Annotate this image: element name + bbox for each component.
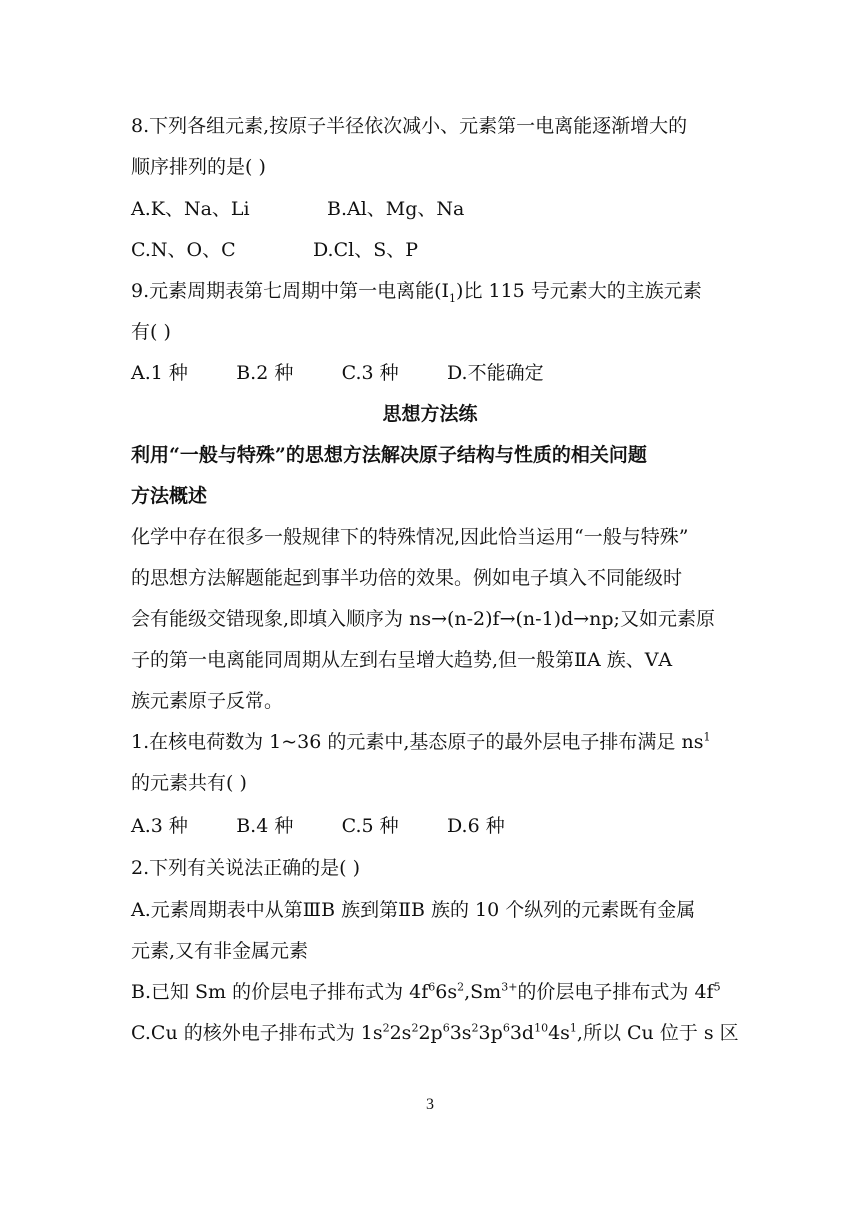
p2-option-a-line1: A.元素周期表中从第ⅢB 族到第ⅡB 族的 10 个纵列的元素既有金属: [131, 899, 696, 921]
p2-option-b: B.已知 Sm 的价层电子排布式为 $4f^66s^2,Sm^{3+}$的价层电子排布式为 $4f^5$: [131, 980, 721, 1003]
q8-option-a: A.K、Na、Li: [131, 198, 250, 220]
method-para-line3: 会有能级交错现象,即填入顺序为 ns→(n-2)f→(n-1)d→np;又如元素原: [131, 608, 715, 630]
section-subtitle: 利用“一般与特殊”的思想方法解决原子结构与性质的相关问题: [131, 444, 647, 466]
page-number: 3: [426, 1096, 434, 1113]
p2-option-a-line2: 元素,又有非金属元素: [131, 940, 309, 962]
method-para-line5: 族元素原子反常。: [131, 690, 284, 712]
q8-option-c: C.N、O、C: [131, 239, 236, 261]
method-para-line4: 子的第一电离能同周期从左到右呈增大趋势,但一般第ⅡA 族、ⅤA: [131, 649, 673, 671]
method-para-line2: 的思想方法解题能起到事半功倍的效果。例如电子填入不同能级时: [131, 567, 683, 589]
method-para-line1: 化学中存在很多一般规律下的特殊情况,因此恰当运用“一般与特殊”: [131, 526, 689, 548]
p1-stem-line1: 1.在核电荷数为 1~36 的元素中,基态原子的最外层电子排布满足 $ns^1$: [131, 730, 711, 753]
method-heading: 方法概述: [131, 485, 208, 507]
p1-options: A.3 种 B.4 种 C.5 种 D.6 种: [131, 815, 505, 837]
q9-options: A.1 种 B.2 种 C.3 种 D.不能确定: [131, 362, 544, 384]
p2-stem: 2.下列有关说法正确的是( ): [131, 857, 360, 879]
q8-stem-line1: 8.下列各组元素,按原子半径依次减小、元素第一电离能逐渐增大的: [131, 115, 688, 137]
q9-stem-line2: 有( ): [131, 321, 171, 343]
q8-option-d: D.Cl、S、P: [313, 239, 419, 261]
q9-stem-line1: 9.元素周期表第七周期中第一电离能$(I_1)$比 115 号元素大的主族元素: [131, 280, 702, 305]
q8-option-b: B.Al、Mg、Na: [327, 198, 465, 220]
section-title: 思想方法练: [382, 403, 478, 425]
p1-stem-line2: 的元素共有( ): [131, 772, 247, 794]
q8-stem-line2: 顺序排列的是( ): [131, 156, 266, 178]
p2-option-c: C.Cu 的核外电子排布式为 $1s^22s^22p^63s^23p^63d^{10}4s^1$,所以 Cu 位于 s 区: [131, 1021, 739, 1044]
